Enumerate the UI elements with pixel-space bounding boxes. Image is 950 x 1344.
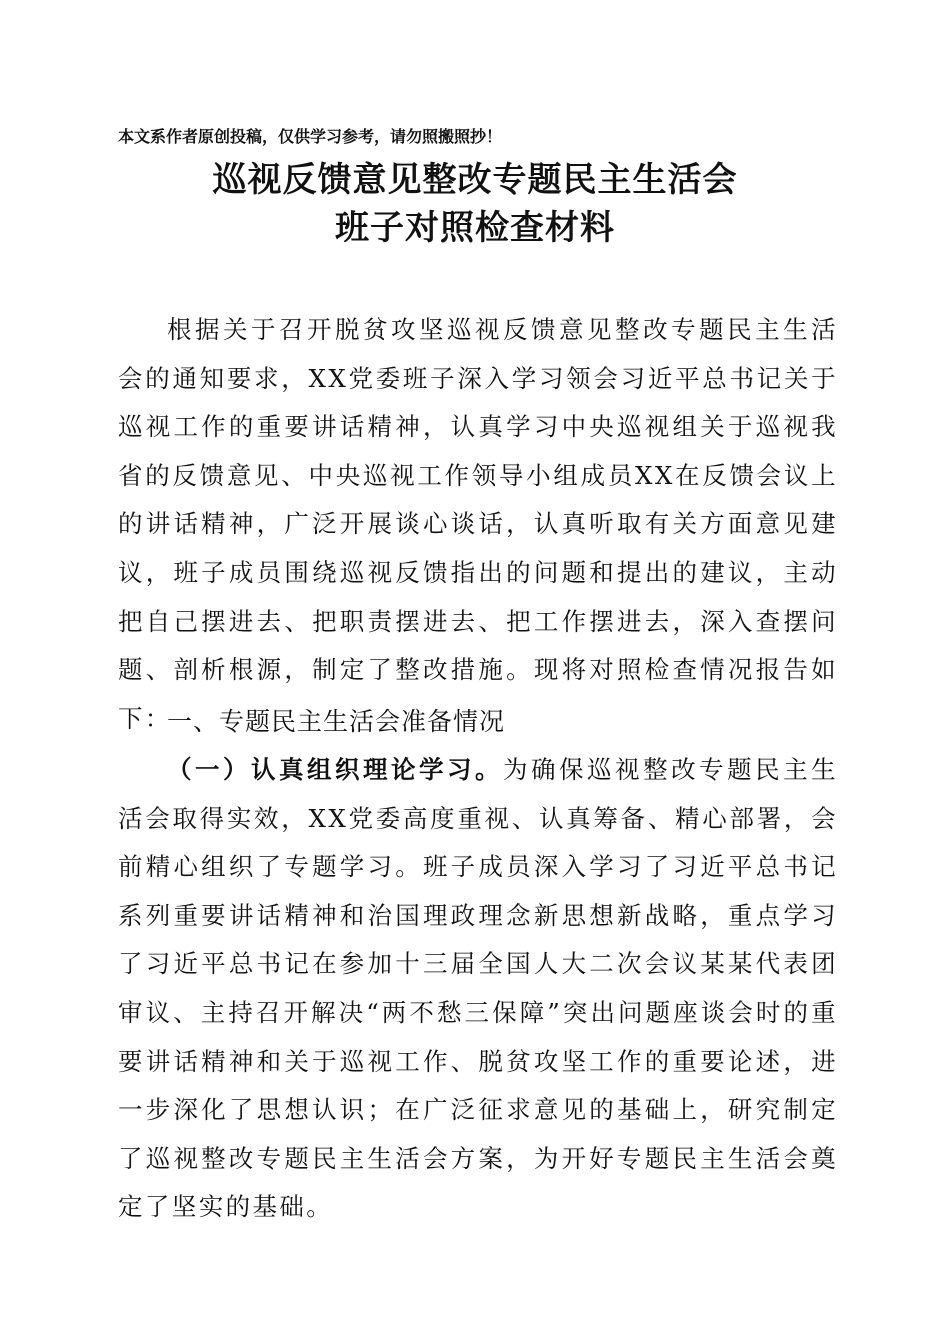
copyright-notice: 本文系作者原创投稿，仅供学习参考，请勿照搬照抄！ (118, 127, 503, 146)
intro-paragraph: 根据关于召开脱贫攻坚巡视反馈意见整改专题民主生活会的通知要求，XX党委班子深入学习领会习近平总书记关于巡视工作的重要讲话精神，认真学习中央巡视组关于巡视我省的反馈意见、中央巡视工作领导小组成员XX在反馈会议上的讲话精神，广泛开展谈心谈话，认真听取有关方面意见建议，班子成员围绕巡视反馈指出的问题和提出的建议，主动把自己摆进去、把职责摆进去、把工作摆进去，深入查摆问题、剖析根源，制定了整改措施。现将对照检查情况报告如下： (118, 315, 838, 733)
section-1-text: 为确保巡视整改专题民主生活会取得实效，XX党委高度重视、认真筹备、精心部署，会前精心组织了专题学习。班子成员深入学习了习近平总书记系列重要讲话精神和治国理政理念新思想新战略，重点学习了习近平总书记在参加十三届全国人大二次会议某某代表团审议、主持召开解决“两不愁三保障”突出问题座谈会时的重要讲话精神和关于巡视工作、脱贫攻坚工作的重要论述，进一步深化了思想认识；在广泛征求意见的基础上，研究制定了巡视整改专题民主生活会方案，为开好专题民主生活会奠定了坚实的基础。 (118, 755, 838, 1222)
section-heading-1: 一、专题民主生活会准备情况 (167, 707, 506, 736)
document-title-line1: 巡视反馈意见整改专题民主生活会 (212, 160, 738, 200)
section-1-lead: （一）认真组织理论学习。 (167, 755, 504, 784)
section-1-paragraph (118, 746, 838, 1232)
document-title-line2: 班子对照检查材料 (335, 208, 615, 248)
